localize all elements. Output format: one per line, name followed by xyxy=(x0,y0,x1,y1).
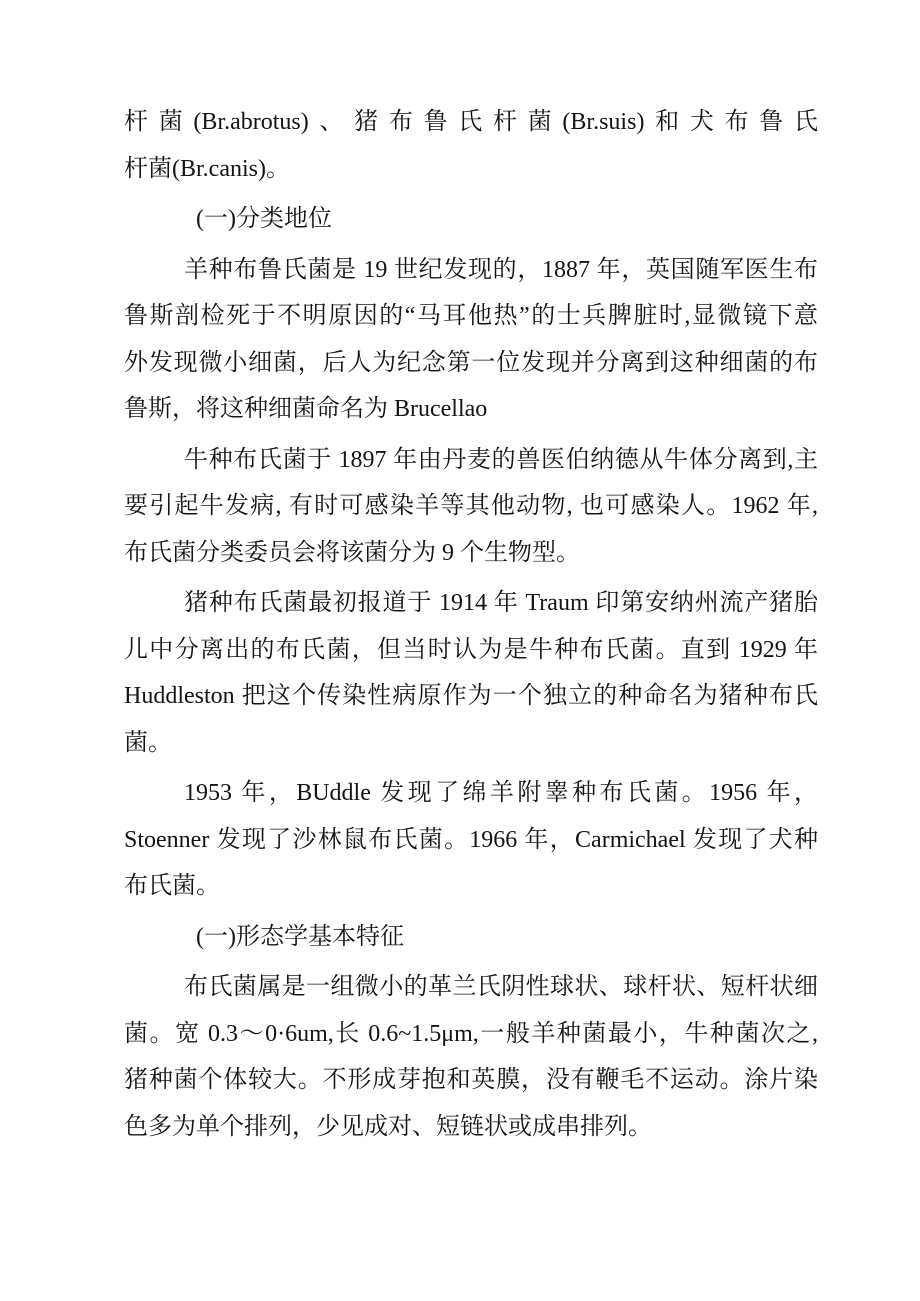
section-heading-morphology xyxy=(124,914,818,961)
text-line: Huddleston 把这个传染性病原作为一个独立的种命名为猪种布氏 xyxy=(124,683,818,709)
text-line: 外发现微小细菌，后人为纪念第一位发现并分离到这种细菌的布 xyxy=(124,349,818,376)
text-line: 杆菌(Br.abrotus)、猪布鲁氏杆菌(Br.suis)和犬布鲁氏 xyxy=(124,109,818,135)
text-line: 猪种布氏菌最初报道于 1914 年 Traum 印第安纳州流产猪胎 xyxy=(184,590,818,616)
text-line: 鲁斯，将这种细菌命名为 Brucellao xyxy=(124,396,488,422)
text-line: 菌。 xyxy=(124,729,172,756)
text-line: Stoenner 发现了沙林鼠布氏菌。1966 年，Carmichael 发现了犬种 xyxy=(124,826,818,853)
paragraph-morphology-description xyxy=(124,964,818,1150)
paragraph-bovine-brucella-history xyxy=(124,437,818,577)
text-line: 布氏菌属是一组微小的革兰氏阴性球状、球杆状、短杆状细 xyxy=(184,974,818,1000)
paragraph-species-list-continuation xyxy=(124,99,818,192)
paragraph-later-discoveries xyxy=(124,770,818,910)
text-line: 猪种菌个体较大。不形成芽抱和英膜，没有鞭毛不运动。涂片染 xyxy=(124,1067,818,1093)
text-line: 菌。宽 0.3～0·6um,长 0.6~1.5μm,一般羊种菌最小，牛种菌次之, xyxy=(124,1020,818,1047)
paragraph-swine-brucella-history xyxy=(124,580,818,766)
text-line: 牛种布氏菌于 1897 年由丹麦的兽医伯纳德从牛体分离到,主 xyxy=(184,446,818,473)
text-line: 要引起牛发病, 有时可感染羊等其他动物, 也可感染人。1962 年, xyxy=(124,493,818,519)
text-line: 色多为单个排列，少见成对、短链状或成串排列。 xyxy=(124,1113,652,1140)
heading-text: (一)分类地位 xyxy=(196,206,332,232)
heading-text: (一)形态学基本特征 xyxy=(196,923,404,950)
document-content xyxy=(124,99,818,1154)
text-line: 布氏菌分类委员会将该菌分为 9 个生物型。 xyxy=(124,539,580,566)
text-line: 1953 年，BUddle 发现了绵羊附睾种布氏菌。1956 年， xyxy=(184,780,818,806)
text-line: 杆菌(Br.canis)。 xyxy=(124,155,290,182)
section-heading-classification xyxy=(124,196,818,243)
text-line: 羊种布鲁氏菌是 19 世纪发现的，1887 年，英国随军医生布 xyxy=(184,256,818,283)
text-line: 布氏菌。 xyxy=(124,873,220,899)
paragraph-sheep-brucella-history xyxy=(124,247,818,433)
text-line: 鲁斯剖检死于不明原因的“马耳他热”的士兵脾脏时,显微镜下意 xyxy=(124,303,818,329)
text-line: 儿中分离出的布氏菌，但当时认为是牛种布氏菌。直到 1929 年 xyxy=(124,636,818,663)
